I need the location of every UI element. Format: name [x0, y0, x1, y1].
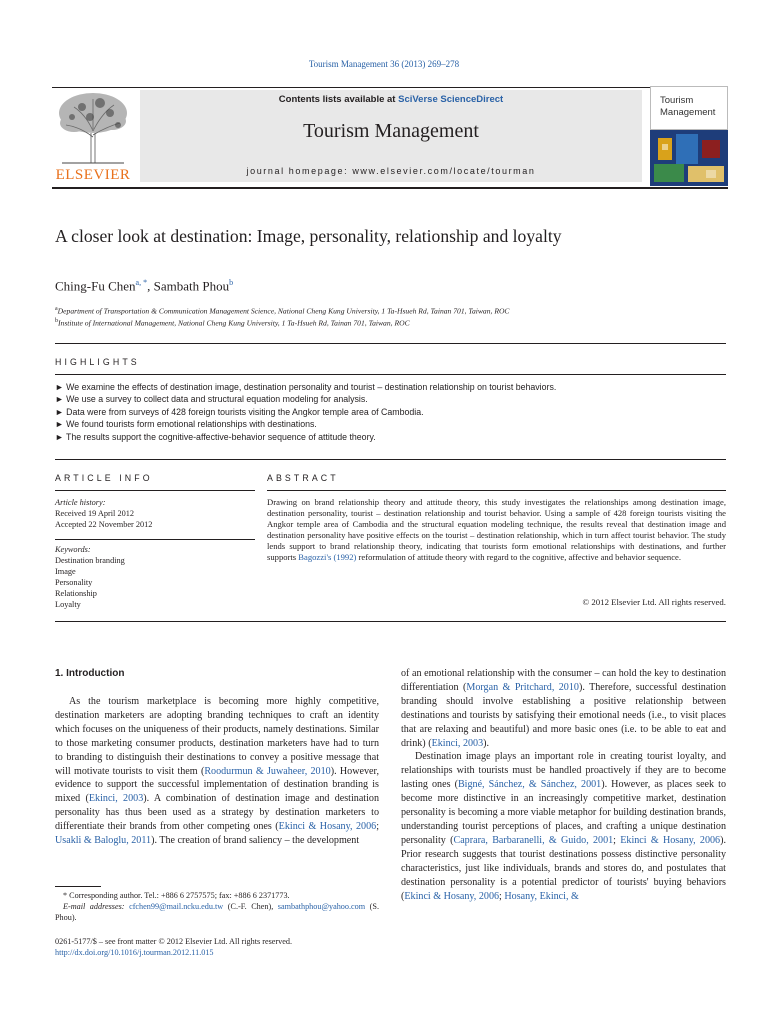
affiliation-b-text: Institute of International Management, National Cheng Kung University, 1 Ta-Hsueh Rd, Tainan 701, Taiwan, ROC	[58, 318, 410, 328]
highlight-item: ► The results support the cognitive-affective-behavior sequence of attitude theory.	[55, 432, 376, 442]
sciencedirect-link[interactable]: SciVerse ScienceDirect	[398, 94, 504, 105]
intro-text: Destination image plays an important role in creating tourist loyalty, and relationships with tourists must be handled proactively if they are to become lasting ones (	[401, 751, 726, 791]
doi-link[interactable]: http://dx.doi.org/10.1016/j.tourman.2012.11.015	[55, 948, 214, 957]
history-label: Article history:	[55, 498, 106, 507]
highlight-item: ► We found tourists form emotional relationships with destinations.	[55, 419, 317, 429]
intro-text: of an emotional relationship with the consumer – can hold the key to destination differentiation (	[401, 668, 726, 693]
intro-text: ;	[376, 821, 379, 833]
citation-link[interactable]: Ekinci & Hosany, 2006	[620, 834, 721, 846]
author-2: Sambath Phou	[153, 278, 230, 294]
section-heading-introduction: 1. Introduction	[55, 668, 125, 679]
cover-title-2: Management	[660, 107, 716, 118]
intro-text: ;	[613, 834, 621, 846]
author-separator: ,	[147, 278, 154, 294]
affiliation-b	[55, 318, 410, 328]
abstract-rule	[267, 490, 726, 491]
journal-reference[interactable]: Tourism Management 36 (2013) 269–278	[308, 59, 460, 69]
intro-text: ). The creation of brand saliency – the development	[151, 835, 360, 847]
affiliation-a	[55, 306, 510, 316]
citation-link[interactable]: Hosany, Ekinci, &	[504, 890, 579, 902]
highlights-heading: HIGHLIGHTS	[55, 357, 140, 367]
cover-image	[650, 130, 728, 186]
article-info-heading: ARTICLE INFO	[55, 473, 153, 483]
author-2-marks[interactable]: b	[229, 278, 234, 287]
highlights-top-rule	[55, 343, 726, 344]
copyright: © 2012 Elsevier Ltd. All rights reserved.	[582, 597, 726, 607]
article-info-rule	[55, 490, 255, 491]
intro-text: ). Prior research suggests that tourist destinations possess distinctive personality characteristics, just like individuals, brands and stores do, and postulates that destination personality is a potential predictor of tourists' buying behaviors (	[401, 834, 726, 902]
journal-cover[interactable]	[650, 86, 728, 186]
abstract-heading: ABSTRACT	[267, 473, 339, 483]
citation-link[interactable]: Bagozzi's (1992)	[298, 552, 357, 563]
highlights-sub-rule	[55, 374, 726, 375]
header-bottom-rule	[52, 187, 728, 189]
keyword: Destination branding	[55, 556, 125, 565]
footnote-rule	[55, 886, 101, 887]
keyword: Relationship	[55, 589, 97, 598]
intro-paragraph-1-cont	[401, 667, 726, 750]
citation-link[interactable]: Morgan & Pritchard, 2010	[466, 681, 579, 693]
intro-right-column	[401, 667, 726, 903]
intro-paragraph-2	[401, 750, 726, 903]
journal-title: Tourism Management	[303, 120, 479, 142]
keyword: Loyalty	[55, 600, 81, 609]
header-top-rule	[52, 87, 728, 88]
intro-text: ). However, as places seek to become more distinctive in an increasingly competitive market, destination personality is becoming a more viable metaphor for building destination brands, understanding tourist perceptions of places, and crafting a unique destination personality (	[401, 779, 727, 846]
intro-left-column	[55, 695, 379, 848]
email-note	[55, 902, 379, 924]
email-owner: (C.-F. Chen),	[223, 902, 278, 911]
contents-prefix: Contents lists available at	[278, 94, 399, 105]
intro-paragraph-1	[55, 695, 379, 848]
received-date: Received 19 April 2012	[55, 509, 135, 518]
abstract-text	[267, 497, 726, 564]
keyword: Image	[55, 567, 76, 576]
elsevier-wordmark: ELSEVIER	[55, 167, 131, 183]
email-link[interactable]: cfchen99@mail.ncku.edu.tw	[129, 902, 224, 911]
highlight-item: ► Data were from surveys of 428 foreign tourists visiting the Angkor temple area of Cambodia.	[55, 407, 424, 417]
journal-homepage[interactable]: journal homepage: www.elsevier.com/locate/tourman	[246, 166, 536, 176]
article-title: A closer look at destination: Image, personality, relationship and loyalty	[55, 226, 562, 246]
abstract-text-1: Drawing on brand relationship theory and attitude theory, this study investigates the relationships among destination image, destination personality, tourist – destination relationship and tourist behavior. Using a sample of 428 foreign tourists visiting the Angkor temple area of Cambodia and the structural equation modeling technique, the results reveal that destination image and destination personality have positive effects on the tourist – destination relationship, which in turn affect tourist behavior. The study lends support to brand relationship theory, indicating that tourists form emotional relationships with destinations, and further supports	[267, 497, 726, 563]
email-link[interactable]: sambathphou@yahoo.com	[277, 902, 366, 911]
citation-link[interactable]: Ekinci, 2003	[431, 737, 484, 749]
author-1: Ching-Fu Chen	[55, 278, 136, 294]
intro-text: As the tourism marketplace is becoming more highly competitive, destination marketers are adopting branding techniques to craft an identity which focuses on the uniqueness of their products, namely destinations. Similar to those marketing consumer products, destination marketers have had to turn to branding to distinguish their destinations to convey a positive message that will motivate tourists to visit them (	[55, 696, 379, 777]
affiliation-a-text: Department of Transportation & Communication Management Science, National Cheng Kung University, 1 Ta-Hsueh Rd, Tainan 701, Taiwan, ROC	[57, 306, 510, 316]
citation-link[interactable]: Ekinci & Hosany, 2006	[404, 890, 500, 902]
author-1-marks[interactable]: a, *	[135, 278, 148, 287]
elsevier-logo	[52, 87, 134, 185]
contents-line	[140, 94, 642, 105]
citation-link[interactable]: Usakli & Baloglu, 2011	[55, 835, 152, 847]
keywords-label: Keywords:	[55, 545, 91, 554]
citation-link[interactable]: Bigné, Sánchez, & Sánchez, 2001	[457, 779, 602, 791]
abstract-text-2: reformulation of attitude theory with regard to the cognitive, affective and behavior sequence.	[356, 552, 682, 563]
elsevier-tree-icon	[52, 87, 134, 165]
highlight-item: ► We use a survey to collect data and structural equation modeling for analysis.	[55, 394, 368, 404]
keyword: Personality	[55, 578, 93, 587]
intro-text: ). A combination of destination image and destination personality has thus been used as a strategy by destination marketers to differentiate their brands from other competing ones (	[55, 793, 379, 833]
keywords-rule	[55, 539, 255, 540]
citation-link[interactable]: Ekinci, 2003	[88, 793, 144, 805]
intro-text: ). Therefore, successful destination branding should involve establishing a positive relationship between destinations and tourists by satisfying their emotional needs (i.e., to visit places that are relaxing and beautiful) and more basic ones (i.e. to be able to eat and drink) (	[401, 681, 727, 749]
intro-text: ).	[483, 737, 490, 749]
abstract-bottom-rule	[55, 621, 726, 622]
highlight-item: ► We examine the effects of destination image, destination personality and tourist – destination relationship on tourist behaviors.	[55, 382, 557, 392]
citation-link[interactable]: Caprara, Barbaranelli, & Guido, 2001	[453, 834, 614, 846]
intro-text: ). However, evidence to support the successful implementation of destination branding is mixed (	[55, 765, 379, 805]
info-top-rule	[55, 459, 726, 460]
affiliation-a-mark: a	[55, 306, 58, 312]
affiliation-b-mark: b	[55, 318, 58, 324]
citation-link[interactable]: Ekinci & Hosany, 2006	[278, 821, 377, 833]
email-owner: (S. Phou).	[55, 902, 379, 922]
corresponding-author-note: * Corresponding author. Tel.: +886 6 2757575; fax: +886 6 2371773.	[63, 891, 290, 900]
intro-text: ;	[499, 890, 505, 902]
cover-title-1: Tourism	[660, 95, 694, 106]
issn-line: 0261-5177/$ – see front matter © 2012 Elsevier Ltd. All rights reserved.	[55, 937, 293, 946]
citation-link[interactable]: Roodurmun & Juwaheer, 2010	[204, 765, 331, 777]
email-label: E-mail addresses:	[63, 902, 130, 911]
accepted-date: Accepted 22 November 2012	[55, 520, 153, 529]
author-line	[55, 278, 233, 294]
